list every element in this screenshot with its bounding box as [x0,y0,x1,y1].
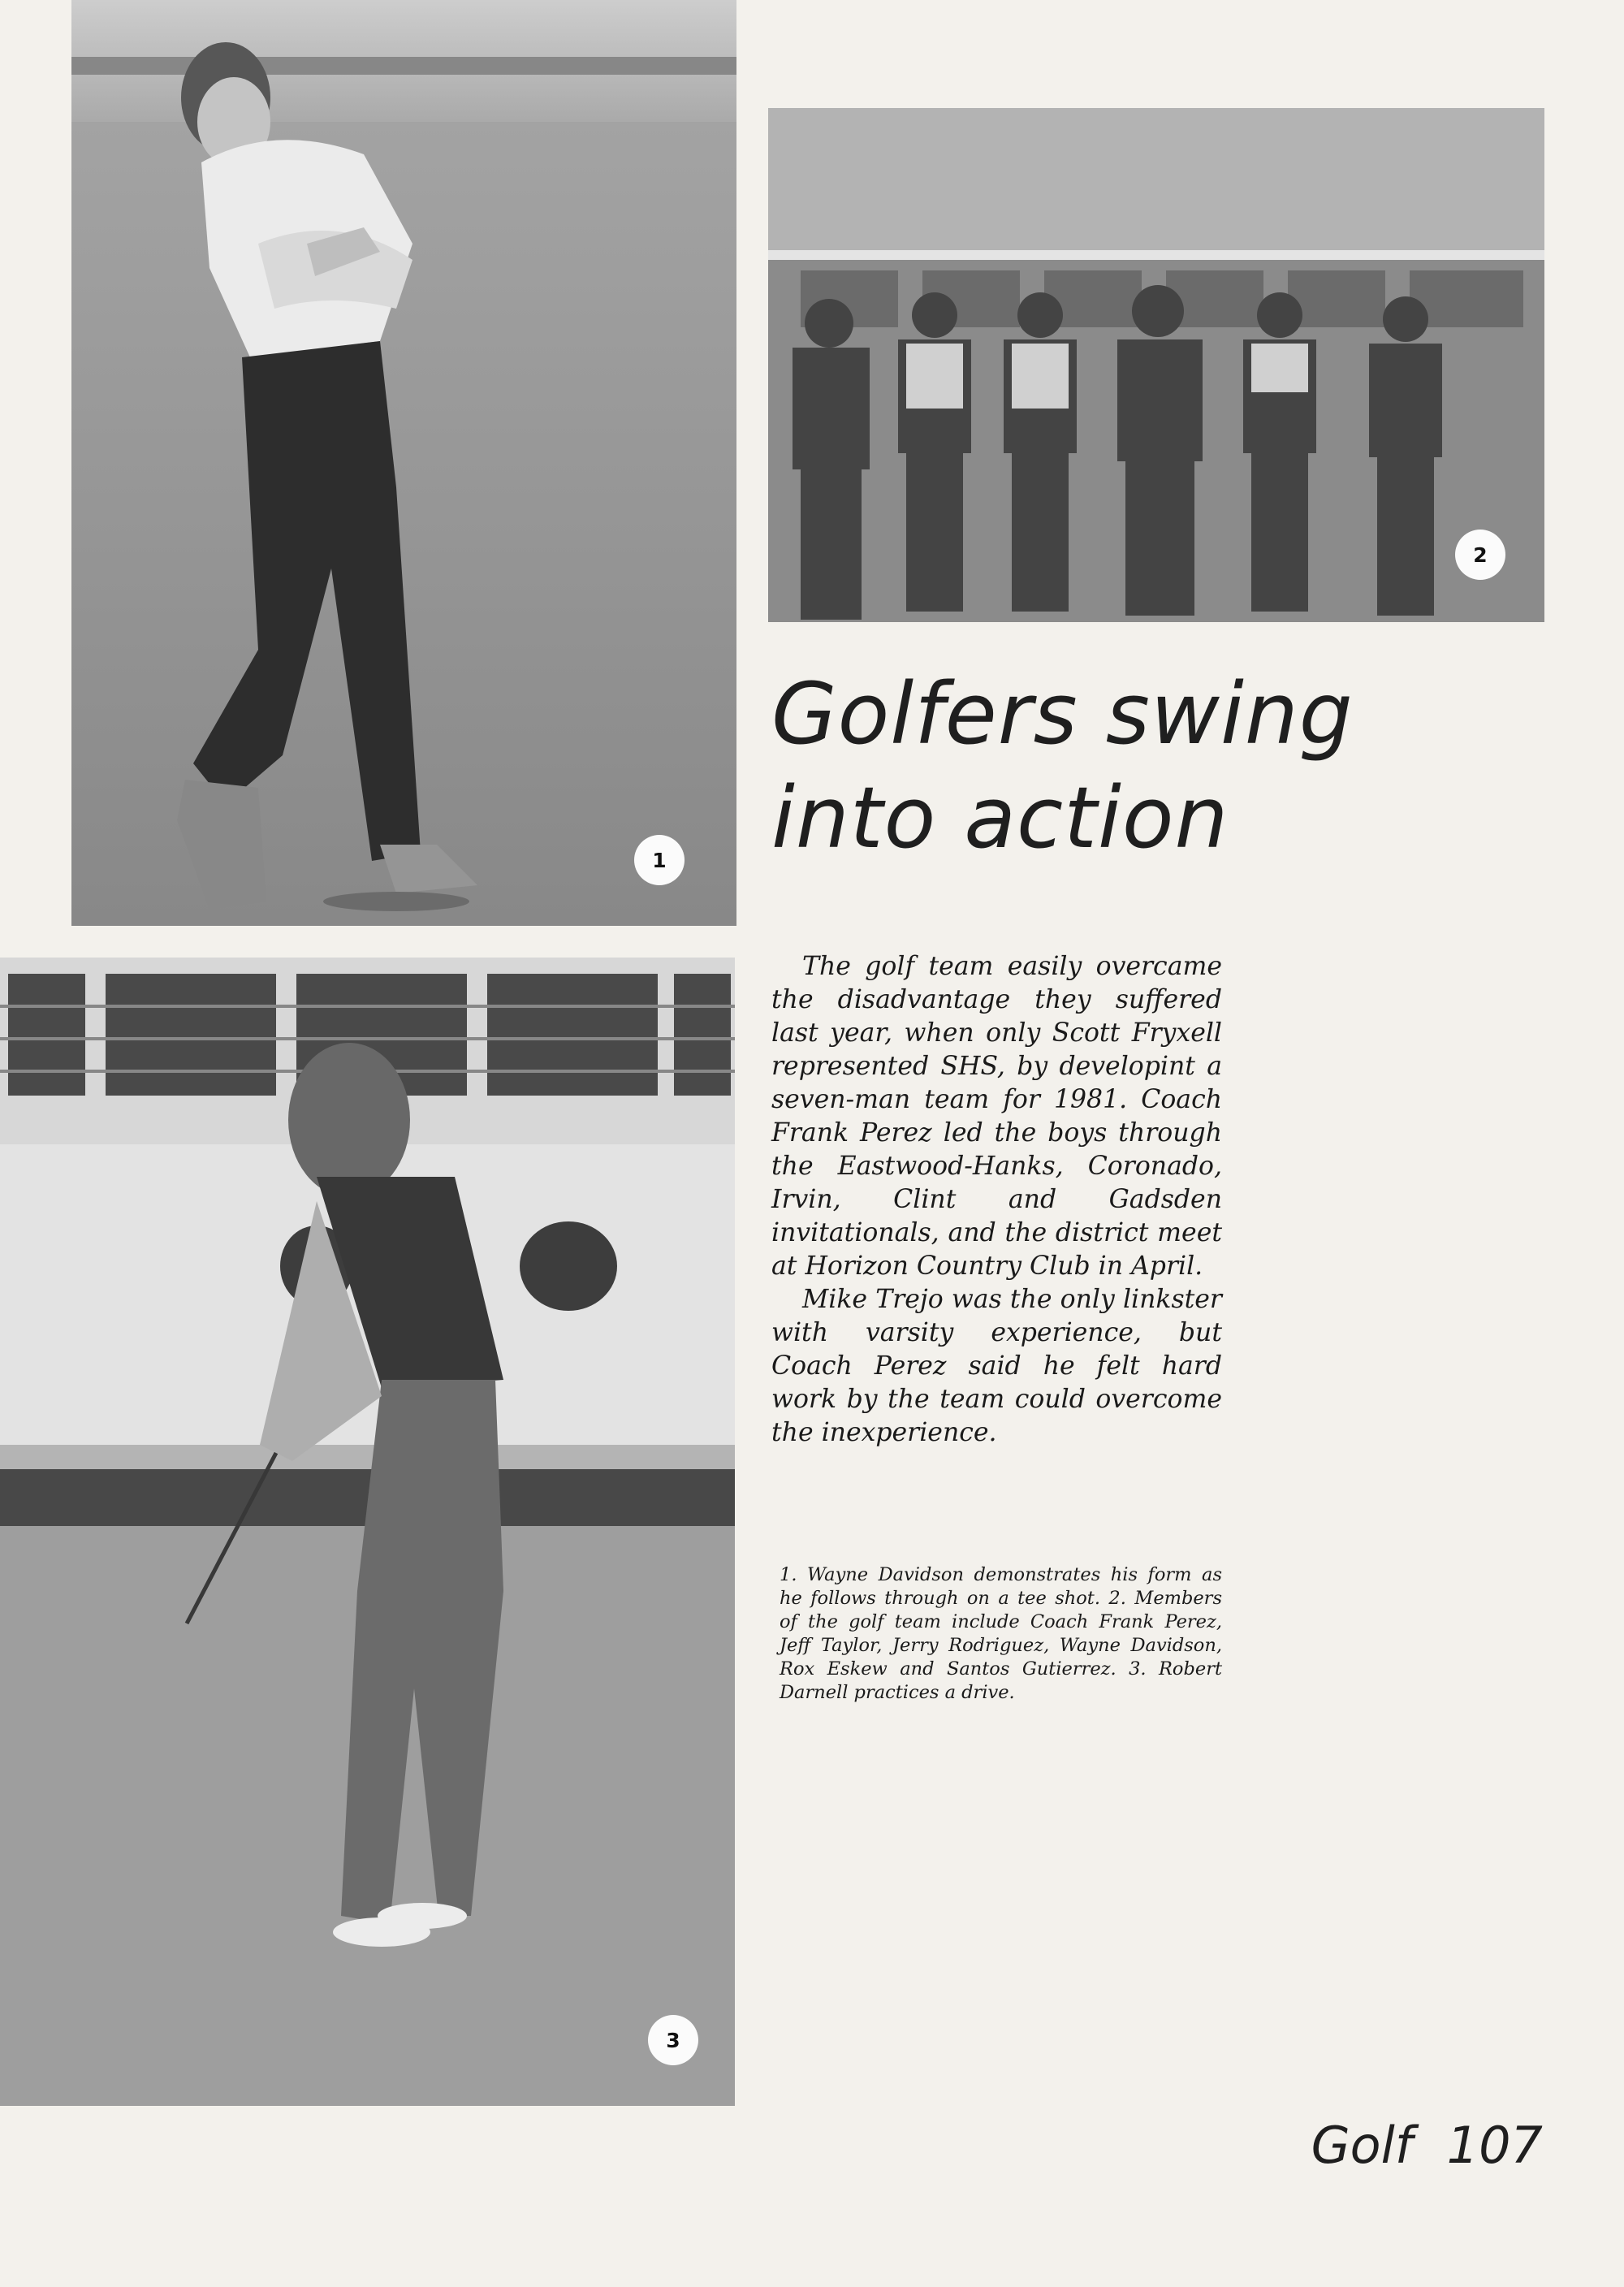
story-paragraph: Mike Trejo was the only linkster with varsity experience, but Coach Perez said he felt hard work by the team could overcome the inexperience. [771,1285,1222,1447]
photo-golf-team [768,108,1544,622]
photo-number-badge: 3 [648,2015,698,2065]
page-folio [1311,2116,1543,2175]
golfer-follow-through-image [71,0,736,926]
photo-number-badge: 2 [1455,530,1505,580]
folio-section: Golf [1311,2116,1413,2175]
photo-golfer-practice [0,958,735,2106]
headline-line-2: into action [771,768,1229,867]
story-paragraph: The golf team easily overcame the disadvantage they suffered last year, when only Scott Fryxell represented SHS, by developint a seven-man team for 1981. Coach Frank Perez led the boys through the Eastwood-Hanks, Coronado, Irvin, Clint and Gadsden invitationals, and the district meet at Horizon Country Club in April. [771,952,1222,1281]
photo-captions: 1. Wayne Davidson demonstrates his form as he follows through on a tee shot. 2. Members of the golf team include Coach Frank Perez, Jeff Taylor, Jerry Rodriguez, Wayne Davidson, Rox Eskew and Santos Gutierrez. 3. Robert Darnell practices a drive. [780,1564,1222,1703]
folio-page-number: 107 [1446,2116,1543,2175]
story-body [771,950,1222,1450]
story-headline [771,662,1583,870]
headline-line-1: Golfers swing [771,664,1354,763]
photo-golfer-follow-through [71,0,736,926]
photo-number-badge: 1 [634,835,685,885]
golf-team-image [768,108,1544,622]
golfer-practice-image [0,958,735,2106]
